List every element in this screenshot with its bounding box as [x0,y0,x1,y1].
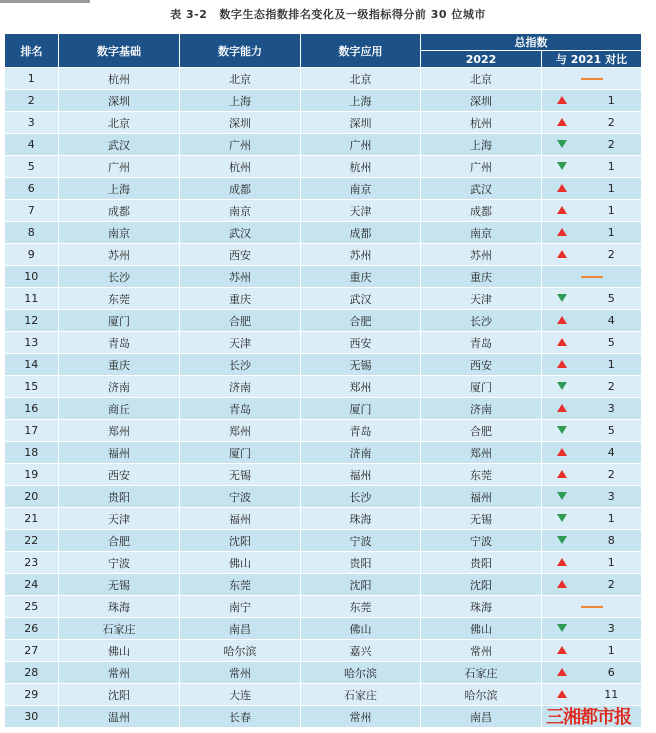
rank-down-icon [557,536,567,544]
table-row [5,486,642,508]
foundation-cell: 长沙 [59,266,180,288]
rank-cell: 19 [5,464,59,486]
foundation-cell: 福州 [59,442,180,464]
table-title: 数字生态指数排名变化及一级指标得分前 30 位城市 [219,8,486,21]
change-indicator-cell [542,420,582,442]
foundation-cell: 武汉 [59,134,180,156]
rank-up-icon [557,470,567,478]
application-cell: 济南 [301,442,421,464]
change-indicator-cell [542,508,582,530]
rank-up-icon [557,96,567,104]
foundation-cell: 东莞 [59,288,180,310]
application-cell: 武汉 [301,288,421,310]
capability-cell: 苏州 [180,266,301,288]
capability-cell: 武汉 [180,222,301,244]
total-cell: 沈阳 [421,574,542,596]
change-delta-cell: 11 [582,684,642,706]
capability-cell: 福州 [180,508,301,530]
table-row [5,266,642,288]
rank-down-icon [557,382,567,390]
change-indicator-cell [542,90,582,112]
capability-cell: 厦门 [180,442,301,464]
capability-cell: 合肥 [180,310,301,332]
rank-up-icon [557,184,567,192]
rank-cell: 8 [5,222,59,244]
capability-cell: 常州 [180,662,301,684]
table-row [5,442,642,464]
change-indicator-cell [542,178,582,200]
total-cell: 北京 [421,68,542,90]
rank-cell: 16 [5,398,59,420]
capability-cell: 重庆 [180,288,301,310]
total-cell: 福州 [421,486,542,508]
rank-cell: 30 [5,706,59,728]
foundation-cell: 宁波 [59,552,180,574]
top-rule [0,0,90,3]
total-cell: 合肥 [421,420,542,442]
capability-cell: 北京 [180,68,301,90]
change-delta-cell: 2 [582,112,642,134]
rank-up-icon [557,580,567,588]
total-cell: 苏州 [421,244,542,266]
application-cell: 天津 [301,200,421,222]
total-cell: 哈尔滨 [421,684,542,706]
table-body [5,68,642,728]
table-row [5,376,642,398]
no-change-dash-icon [581,606,603,608]
rank-down-icon [557,624,567,632]
rank-cell: 2 [5,90,59,112]
rank-up-icon [557,448,567,456]
header-total: 总指数 [421,34,642,51]
rank-cell: 4 [5,134,59,156]
application-cell: 合肥 [301,310,421,332]
table-row [5,420,642,442]
change-indicator-cell [542,244,582,266]
rank-up-icon [557,228,567,236]
foundation-cell: 郑州 [59,420,180,442]
total-cell: 武汉 [421,178,542,200]
total-cell: 深圳 [421,90,542,112]
capability-cell: 宁波 [180,486,301,508]
table-row [5,574,642,596]
capability-cell: 佛山 [180,552,301,574]
total-cell: 广州 [421,156,542,178]
rank-cell: 13 [5,332,59,354]
change-indicator-cell [542,530,582,552]
capability-cell: 天津 [180,332,301,354]
change-delta-cell: 1 [582,552,642,574]
total-cell: 长沙 [421,310,542,332]
total-cell: 青岛 [421,332,542,354]
foundation-cell: 重庆 [59,354,180,376]
rank-cell: 5 [5,156,59,178]
rank-up-icon [557,338,567,346]
foundation-cell: 佛山 [59,640,180,662]
total-cell: 宁波 [421,530,542,552]
table-row [5,178,642,200]
change-indicator-cell [542,134,582,156]
table-row [5,200,642,222]
application-cell: 无锡 [301,354,421,376]
table-row [5,354,642,376]
rank-cell: 27 [5,640,59,662]
capability-cell: 东莞 [180,574,301,596]
rank-cell: 14 [5,354,59,376]
change-delta-cell: 5 [582,420,642,442]
change-delta-cell: 1 [582,640,642,662]
application-cell: 嘉兴 [301,640,421,662]
change-delta-cell: 2 [582,134,642,156]
rank-cell: 15 [5,376,59,398]
application-cell: 哈尔滨 [301,662,421,684]
rank-cell: 21 [5,508,59,530]
change-indicator-cell [542,464,582,486]
rank-up-icon [557,558,567,566]
capability-cell: 深圳 [180,112,301,134]
rank-cell: 1 [5,68,59,90]
total-cell: 珠海 [421,596,542,618]
rank-down-icon [557,294,567,302]
change-indicator-cell [542,112,582,134]
total-cell: 常州 [421,640,542,662]
rank-cell: 18 [5,442,59,464]
capability-cell: 长春 [180,706,301,728]
table-caption [0,6,656,22]
capability-cell: 沈阳 [180,530,301,552]
table-row [5,530,642,552]
application-cell: 深圳 [301,112,421,134]
header-compare: 与 2021 对比 [542,51,642,68]
rank-cell: 26 [5,618,59,640]
rank-down-icon [557,514,567,522]
table-row [5,90,642,112]
application-cell: 长沙 [301,486,421,508]
capability-cell: 广州 [180,134,301,156]
change-indicator-cell [542,156,582,178]
rank-cell: 10 [5,266,59,288]
application-cell: 沈阳 [301,574,421,596]
change-delta-cell: 1 [582,156,642,178]
table-row [5,222,642,244]
capability-cell: 无锡 [180,464,301,486]
change-delta-cell: 2 [582,464,642,486]
rank-cell: 29 [5,684,59,706]
table-row [5,398,642,420]
rank-cell: 3 [5,112,59,134]
change-indicator-cell [542,354,582,376]
rank-down-icon [557,140,567,148]
change-delta-cell: 2 [582,376,642,398]
rank-up-icon [557,360,567,368]
foundation-cell: 合肥 [59,530,180,552]
application-cell: 福州 [301,464,421,486]
change-indicator-cell [542,640,582,662]
change-delta-cell: 1 [582,222,642,244]
rank-up-icon [557,646,567,654]
change-indicator-cell [542,442,582,464]
change-indicator-cell [542,618,582,640]
foundation-cell: 深圳 [59,90,180,112]
application-cell: 贵阳 [301,552,421,574]
foundation-cell: 天津 [59,508,180,530]
table-row [5,332,642,354]
change-delta-cell: 1 [582,354,642,376]
rank-up-icon [557,118,567,126]
change-indicator-cell [542,552,582,574]
change-cell [542,68,642,90]
application-cell: 杭州 [301,156,421,178]
foundation-cell: 无锡 [59,574,180,596]
foundation-cell: 广州 [59,156,180,178]
application-cell: 石家庄 [301,684,421,706]
capability-cell: 哈尔滨 [180,640,301,662]
change-delta-cell: 4 [582,442,642,464]
table-row [5,552,642,574]
rank-up-icon [557,316,567,324]
table-row [5,310,642,332]
change-indicator-cell [542,288,582,310]
change-indicator-cell [542,398,582,420]
total-cell: 无锡 [421,508,542,530]
capability-cell: 青岛 [180,398,301,420]
change-cell [542,596,642,618]
rank-cell: 20 [5,486,59,508]
total-cell: 佛山 [421,618,542,640]
rank-cell: 23 [5,552,59,574]
application-cell: 广州 [301,134,421,156]
change-delta-cell: 1 [582,90,642,112]
change-delta-cell: 6 [582,662,642,684]
header-foundation: 数字基础 [59,34,180,68]
rank-cell: 24 [5,574,59,596]
total-cell: 济南 [421,398,542,420]
rank-up-icon [557,250,567,258]
application-cell: 苏州 [301,244,421,266]
application-cell: 南京 [301,178,421,200]
rank-cell: 12 [5,310,59,332]
application-cell: 重庆 [301,266,421,288]
total-cell: 贵阳 [421,552,542,574]
table-number: 表 3-2 [170,8,208,21]
total-cell: 石家庄 [421,662,542,684]
change-delta-cell: 2 [582,574,642,596]
total-cell: 郑州 [421,442,542,464]
capability-cell: 南京 [180,200,301,222]
foundation-cell: 贵阳 [59,486,180,508]
table-row [5,596,642,618]
rank-up-icon [557,404,567,412]
capability-cell: 济南 [180,376,301,398]
rank-down-icon [557,492,567,500]
application-cell: 东莞 [301,596,421,618]
change-cell [542,266,642,288]
foundation-cell: 青岛 [59,332,180,354]
total-cell: 厦门 [421,376,542,398]
application-cell: 成都 [301,222,421,244]
total-cell: 南京 [421,222,542,244]
total-cell: 重庆 [421,266,542,288]
table-row [5,134,642,156]
foundation-cell: 济南 [59,376,180,398]
change-delta-cell: 4 [582,310,642,332]
change-delta-cell: 5 [582,288,642,310]
application-cell: 常州 [301,706,421,728]
change-delta-cell: 2 [582,244,642,266]
total-cell: 天津 [421,288,542,310]
total-cell: 上海 [421,134,542,156]
capability-cell: 上海 [180,90,301,112]
capability-cell: 大连 [180,684,301,706]
change-delta-cell: 3 [582,486,642,508]
capability-cell: 杭州 [180,156,301,178]
change-indicator-cell [542,332,582,354]
rank-cell: 22 [5,530,59,552]
total-cell: 西安 [421,354,542,376]
foundation-cell: 南京 [59,222,180,244]
total-cell: 南昌 [421,706,542,728]
total-cell: 东莞 [421,464,542,486]
foundation-cell: 沈阳 [59,684,180,706]
change-indicator-cell [542,662,582,684]
application-cell: 上海 [301,90,421,112]
header-year: 2022 [421,51,542,68]
rank-cell: 17 [5,420,59,442]
table-row [5,640,642,662]
table-row [5,244,642,266]
table-row [5,112,642,134]
change-delta-cell: 5 [582,332,642,354]
application-cell: 宁波 [301,530,421,552]
foundation-cell: 商丘 [59,398,180,420]
ranking-table [4,33,642,728]
foundation-cell: 珠海 [59,596,180,618]
application-cell: 珠海 [301,508,421,530]
change-delta-cell: 1 [582,178,642,200]
application-cell: 北京 [301,68,421,90]
foundation-cell: 西安 [59,464,180,486]
no-change-dash-icon [581,276,603,278]
foundation-cell: 石家庄 [59,618,180,640]
capability-cell: 长沙 [180,354,301,376]
capability-cell: 西安 [180,244,301,266]
rank-cell: 11 [5,288,59,310]
capability-cell: 南宁 [180,596,301,618]
rank-up-icon [557,690,567,698]
foundation-cell: 苏州 [59,244,180,266]
total-cell: 成都 [421,200,542,222]
change-indicator-cell [542,310,582,332]
foundation-cell: 上海 [59,178,180,200]
application-cell: 郑州 [301,376,421,398]
rank-cell: 28 [5,662,59,684]
change-indicator-cell [542,486,582,508]
table-row [5,508,642,530]
change-delta-cell: 3 [582,398,642,420]
foundation-cell: 成都 [59,200,180,222]
capability-cell: 南昌 [180,618,301,640]
rank-cell: 6 [5,178,59,200]
change-delta-cell: 1 [582,508,642,530]
foundation-cell: 北京 [59,112,180,134]
total-cell: 杭州 [421,112,542,134]
table-row [5,68,642,90]
application-cell: 青岛 [301,420,421,442]
change-indicator-cell [542,574,582,596]
no-change-dash-icon [581,78,603,80]
rank-cell: 9 [5,244,59,266]
rank-up-icon [557,206,567,214]
change-indicator-cell [542,200,582,222]
header-application: 数字应用 [301,34,421,68]
change-delta-cell: 8 [582,530,642,552]
table-row [5,156,642,178]
table-row [5,464,642,486]
change-indicator-cell [542,376,582,398]
application-cell: 佛山 [301,618,421,640]
rank-down-icon [557,162,567,170]
table-row [5,618,642,640]
foundation-cell: 温州 [59,706,180,728]
foundation-cell: 厦门 [59,310,180,332]
watermark-logo: 三湘都市报 [546,707,631,728]
application-cell: 西安 [301,332,421,354]
rank-up-icon [557,668,567,676]
change-delta-cell: 3 [582,618,642,640]
change-indicator-cell [542,222,582,244]
rank-down-icon [557,426,567,434]
table-row [5,288,642,310]
rank-cell: 25 [5,596,59,618]
capability-cell: 郑州 [180,420,301,442]
foundation-cell: 杭州 [59,68,180,90]
rank-cell: 7 [5,200,59,222]
application-cell: 厦门 [301,398,421,420]
table-row [5,662,642,684]
header-capability: 数字能力 [180,34,301,68]
foundation-cell: 常州 [59,662,180,684]
header-rank: 排名 [5,34,59,68]
change-delta-cell: 1 [582,200,642,222]
capability-cell: 成都 [180,178,301,200]
